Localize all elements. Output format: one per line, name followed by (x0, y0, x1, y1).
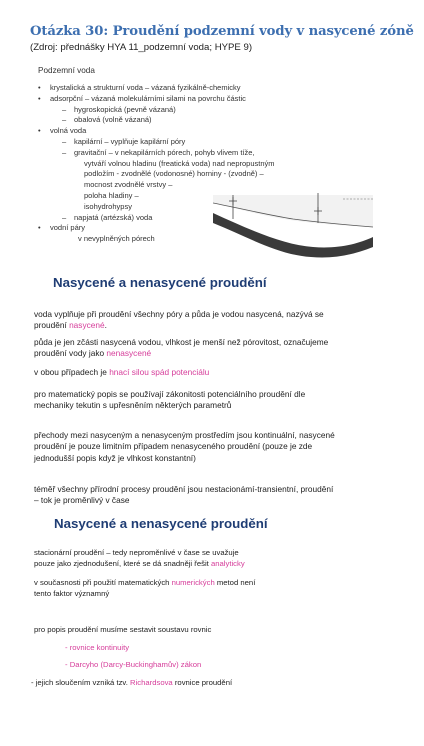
paragraph: pro matematický popis se používají zákonitosti potenciálního proudění dle mechaniky tekutin s upřesněním některých parametrů (34, 389, 306, 411)
paragraph: v obou případech je hnací silou spád potenciálu (34, 367, 210, 377)
list-item: • volná voda – kapilární – vyplňuje kapilární póry – gravitační – v nekapilárních pórech, pohyb vlivem tíže, vytváří volnou hladinu (freatická voda) nad nepropustným podložím - zvodnělé (vodonosné) horniny - (zvodně) – mocnost zvodnělé vrstvy – poloha hladiny – isohydrohypsy – napjatá (artézská) voda (38, 126, 368, 223)
sub-item: – napjatá (artézská) voda (50, 213, 368, 224)
highlight: rovnice kontinuity (69, 643, 130, 652)
sub-item: – kapilární – vyplňuje kapilární póry (50, 137, 368, 148)
sub-item: – hygroskopická (pevně vázaná) (50, 105, 368, 116)
highlight: Darcyho (Darcy-Buckinghamův) zákon (69, 660, 202, 669)
paragraph: přechody mezi nasyceným a nenasyceným prostředím jsou kontinuální, nasycené proudění je pouze limitním případem nenasyceného proudění (pouze je zde jednodušší popis když je vlhkost konstantní) (34, 430, 335, 463)
paragraph: v současnosti při použití matematických numerických metod není tento faktor významný (34, 578, 256, 598)
aquifer-diagram (213, 189, 373, 259)
sub-item-line: podložím - zvodnělé (vodonosné) horniny - (zvodně) – (84, 169, 264, 179)
document-title: Otázka 30: Proudění podzemní vody v nasycené zóně (30, 24, 414, 39)
section-heading: Nasycené a nenasycené proudění (53, 275, 267, 290)
highlight: nasycené (69, 320, 105, 331)
paragraph: téměř všechny přírodní procesy proudění jsou nestacionámí-transientní, proudění – tok je proměnlivý v čase (34, 484, 334, 506)
section-heading: Nasycené a nenasycené proudění (54, 516, 268, 531)
sub-item-line: mocnost zvodnělé vrstvy – (84, 180, 173, 190)
paragraph: stacionární proudění – tedy neproměnlivé v čase se uvažuje pouze jako zjednodušení, které se dá snadněji řešit analyticky (34, 548, 245, 568)
sub-item-line: poloha hladiny – (84, 190, 139, 200)
list-item: • vodní páry v nevyplněných pórech (38, 223, 368, 245)
paragraph: voda vyplňuje při proudění všechny póry a půda je vodou nasycená, nazývá se proudění nasycené. (34, 309, 324, 331)
ground-surface-layer (213, 195, 373, 227)
list-item: • krystalická a strukturní voda – vázaná fyzikálně-chemicky (38, 83, 368, 94)
paragraph: - jejich sloučením vzniká tzv. Richardsova rovnice proudění (31, 678, 233, 687)
sub-item-line: isohydrohypsy (84, 201, 132, 211)
highlight: Richardsova (129, 678, 173, 687)
list-item: - Darcyho (Darcy-Buckinghamův) zákon (65, 660, 202, 669)
list-item: - rovnice kontinuity (65, 643, 130, 652)
highlight: nenasycené (106, 348, 152, 359)
sub-item: – obalová (volně vázaná) (50, 115, 368, 126)
highlight: hnací silou spád potenciálu (109, 367, 210, 377)
section-heading: Podzemní voda (38, 66, 95, 75)
sub-item-line: v nevyplněných pórech (78, 234, 155, 244)
paragraph: pro popis proudění musíme sestavit soustavu rovnic (34, 625, 212, 634)
paragraph: půda je jen zčásti nasycená vodou, vlhkost je menší než pórovitost, označujeme proudění vody jako nenasycené (34, 337, 329, 359)
highlight: analyticky (210, 558, 245, 568)
sub-item-line: vytváří volnou hladinu (freatická voda) nad nepropustným (84, 158, 275, 168)
highlight: numerických (171, 578, 215, 587)
sub-item: – gravitační – v nekapilárních pórech, pohyb vlivem tíže, (50, 148, 368, 159)
source-note: (Zdroj: přednášky HYA 11_podzemní voda; HYPE 9) (30, 42, 253, 53)
list-item: • adsorpční – vázaná molekulárními silami na povrchu částic – hygroskopická (pevně vázaná) – obalová (volně vázaná) (38, 94, 368, 126)
